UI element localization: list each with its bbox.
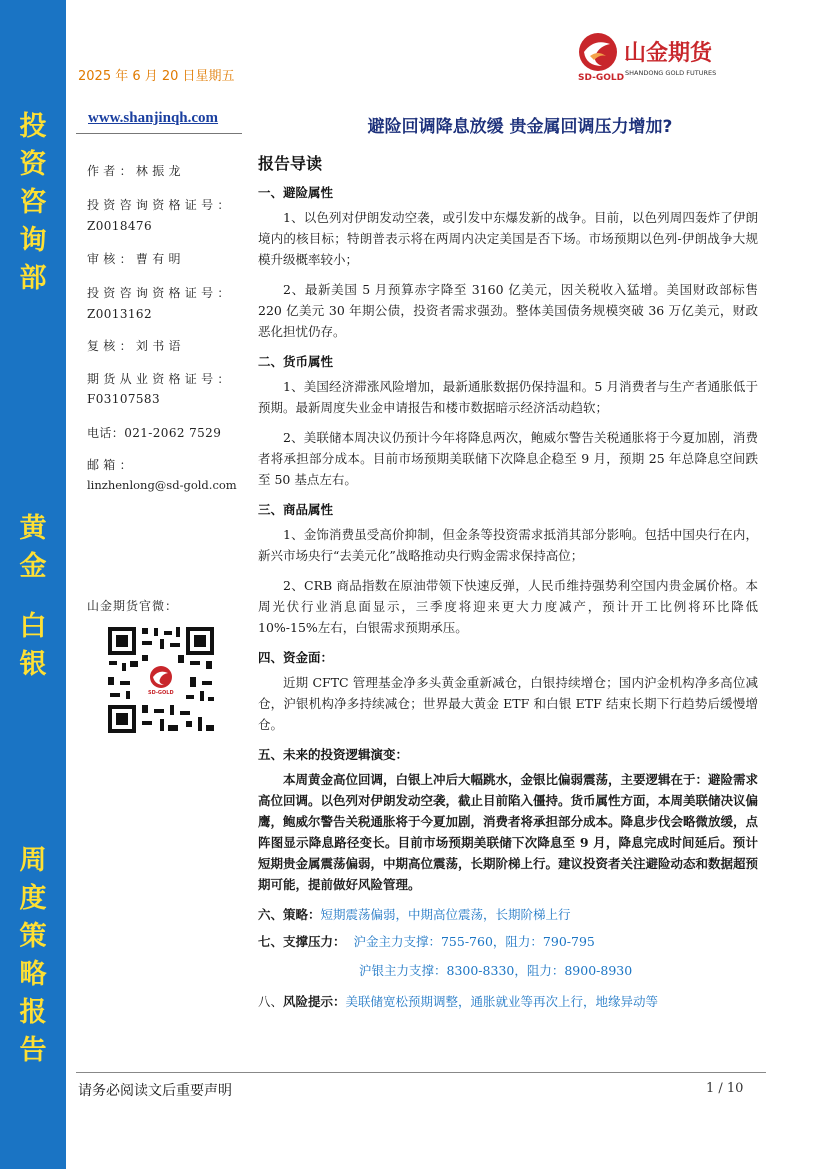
rechecker-cert-label: 期货从业资格证号： — [87, 372, 234, 386]
wechat-qr-code — [106, 625, 216, 735]
silver-levels: 沪银主力支撑：8300-8330，阻力：8900-8930 — [359, 963, 633, 978]
author-cert-number: Z0018476 — [87, 219, 152, 233]
section-heading: 五、未来的投资逻辑演变： — [258, 747, 409, 762]
reviewer-name: 审核：曹有明 — [87, 252, 185, 266]
section-heading: 二、货币属性 — [258, 354, 334, 369]
support-resistance-label: 七、支撑压力： — [258, 934, 346, 949]
rechecker-cert-number: F03107583 — [87, 392, 161, 406]
reviewer-cert-number: Z0013162 — [87, 307, 152, 321]
paragraph: 近期 CFTC 管理基金净多头黄金重新减仓，白银持续增仓；国内沪金机构净多高位减仓，沪银机构净多持续减仓；世界最大黄金 ETF 和白银 ETF 结束长期下行趋势后缓慢增仓。 — [258, 675, 758, 732]
rechecker-name: 复核：刘书语 — [87, 339, 185, 353]
wechat-label: 山金期货官微： — [87, 599, 179, 613]
phone: 电话：021-2062 7529 — [87, 426, 222, 440]
disclaimer-note: 请务必阅读文后重要声明 — [78, 1083, 232, 1099]
svg-text:SD-GOLD: SD-GOLD — [148, 690, 174, 696]
paragraph: 2、CRB 商品指数在原油带领下快速反弹，人民币维持强势利空国内贵金属价格。本周光伏行业消息面显示，三季度将迎来更大力度减产，预计开工比例将环比降低 10%-15%左右，白银需求预期承压。 — [258, 578, 758, 635]
guide-heading: 报告导读 — [258, 154, 323, 173]
website-link[interactable]: www.shanjinqh.com — [88, 110, 219, 126]
report-date: 2025 年 6 月 20 日星期五 — [78, 69, 235, 84]
paragraph: 1、金饰消费虽受高价抑制，但金条等投资需求抵消其部分影响。包括中国央行在内，新兴市场央行“去美元化”战略推动央行购金需求保持高位； — [258, 527, 758, 563]
svg-text:山金期货: 山金期货 — [624, 41, 713, 66]
gold-levels: 沪金主力支撑：755-760，阻力：790-795 — [353, 934, 595, 949]
paragraph: 2、美联储本周决议仍预计今年将降息两次，鲍威尔警告关税通胀将于今夏加剧，消费者将承担部分成本。目前市场预期美联储下次降息企稳至 9 月，预期 25 年总降息空间跌至 50 基点左右。 — [258, 430, 758, 487]
report-title: 避险回调降息放缓 贵金属回调压力增加? — [367, 117, 673, 137]
author-name: 作者：林振龙 — [87, 164, 185, 178]
risk-number: 八、 — [258, 994, 284, 1009]
email-label: 邮箱： — [87, 458, 136, 472]
paragraph: 1、美国经济滞涨风险增加，最新通胀数据仍保持温和。5 月消费者与生产者通胀低于预期。最新周度失业金申请报告和楼市数据暗示经济活动趋软； — [258, 379, 758, 415]
svg-text:SHANDONG GOLD FUTURES: SHANDONG GOLD FUTURES — [625, 69, 717, 77]
sidebar-band — [0, 0, 66, 1169]
silver-levels-row — [258, 960, 758, 981]
section-heading: 四、资金面： — [258, 650, 334, 665]
risk-text: 美联储宽松预期调整，通胀就业等再次上行，地缘异动等 — [345, 994, 659, 1009]
sidebar-label-department: 投 资 咨 询 部 — [19, 111, 47, 294]
header-divider — [76, 133, 242, 134]
paragraph-logic-summary: 本周黄金高位回调，白银上冲后大幅跳水，金银比偏弱震荡，主要逻辑在于：避险需求高位回调。以色列对伊朗发动空袭，截止目前陷入僵持。货币属性方面，本周美联储决议偏鹰，鲍威尔警告关税通胀将于今夏加剧，消费者将承担部分成本。降息步伐会略微放缓，点阵图显示降息路径变长。目前市场预期美联储下次降息至 9 月，降息完成时间延后。预计短期贵金属震荡偏弱，中期高位震荡，长期阶梯上行。建议投资者关注避险动态和数据超预期可能，提前做好风险管理。 — [258, 772, 759, 892]
support-resistance-row — [258, 931, 758, 952]
author-cert-label: 投资咨询资格证号： — [87, 198, 234, 212]
strategy-label: 六、策略： — [258, 907, 321, 922]
paragraph: 2、最新美国 5 月预算赤字降至 3160 亿美元，因关税收入猛增。美国财政部标售 220 亿美元 30 年期公债，投资者需求强劲。整体美国债务规模突破 36 万亿美元，财政恶化担忧仍存。 — [258, 282, 758, 339]
risk-label: 风险提示： — [283, 994, 346, 1009]
report-body — [258, 153, 758, 1015]
strategy-row — [258, 904, 758, 925]
svg-text:SD-GOLD: SD-GOLD — [578, 73, 625, 82]
strategy-text: 短期震荡偏弱，中期高位震荡，长期阶梯上行 — [320, 907, 571, 922]
section-heading: 三、商品属性 — [258, 502, 334, 517]
footer-divider — [76, 1072, 766, 1073]
section-heading: 一、避险属性 — [258, 185, 334, 200]
email-address[interactable]: linzhenlong@sd-gold.com — [87, 478, 237, 492]
sidebar-label-product: 黄 金 白 银 — [19, 513, 47, 680]
paragraph: 1、以色列对伊朗发动空袭，或引发中东爆发新的战争。目前，以色列周四轰炸了伊朗境内的核目标；特朗普表示将在两周内决定美国是否下场。市场预期以色列-伊朗战争大规模升级概率较小； — [258, 210, 758, 267]
page-number: 1 / 10 — [706, 1081, 744, 1096]
reviewer-cert-label: 投资咨询资格证号： — [87, 286, 234, 300]
sd-gold-logo-mark — [572, 30, 762, 82]
company-logo — [572, 30, 762, 82]
risk-row — [258, 991, 758, 1012]
sidebar-label-report-type: 周 度 策 略 报 告 — [19, 845, 47, 1066]
